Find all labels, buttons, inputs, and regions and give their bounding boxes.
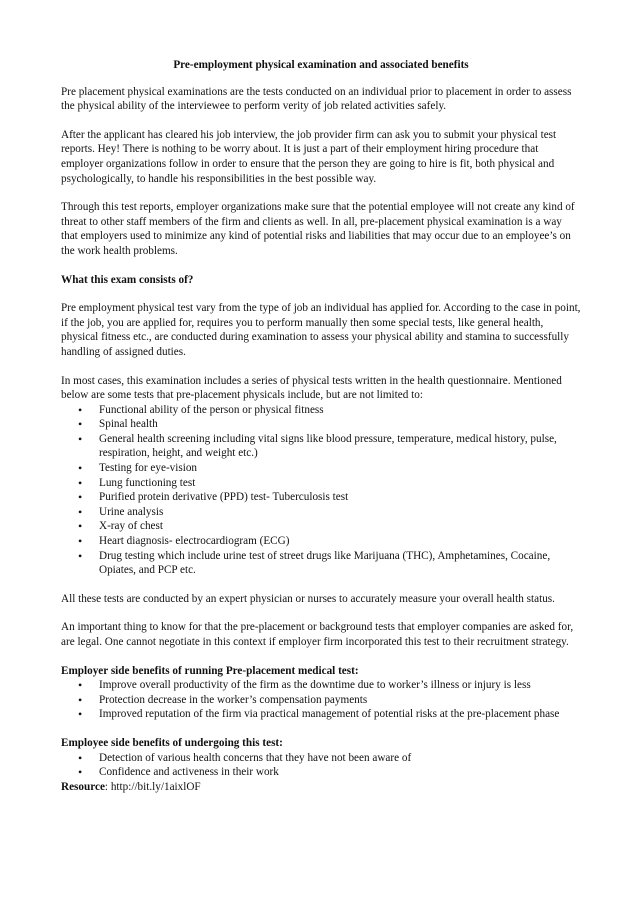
list-item: • Drug testing which include urine test of street drugs like Marijuana (THC), Amphetamines, Cocaine, Opiates, and PCP etc. [61,549,581,578]
list-item: • Purified protein derivative (PPD) test- Tuberculosis test [61,490,581,505]
exam-paragraph-3: All these tests are conducted by an expert physician or nurses to accurately measure your overall health status. [61,592,555,605]
resource-separator: : [104,780,111,793]
list-item: • Confidence and activeness in their work [61,765,581,780]
list-item: • Improved reputation of the firm via practical management of potential risks at the pre-placement phase [61,707,581,722]
employer-benefits-list [61,678,581,722]
list-item: • X-ray of chest [61,519,581,534]
list-item: • Lung functioning test [61,476,581,491]
intro-paragraph-3: Through this test reports, employer organizations make sure that the potential employee will not create any kind of threat to other staff members of the firm and clients as well. In all, pre-placement physical examination is a way that employers used to minimize any kind of potential risks and liabilities that may occur due to an employee’s on the work health problems. [61,201,575,257]
list-item: • Detection of various health concerns that they have not been aware of [61,751,581,766]
document-title: Pre-employment physical examination and associated benefits [173,59,469,71]
list-item: • Heart diagnosis- electrocardiogram (ECG) [61,534,581,549]
exam-paragraph-4: An important thing to know for that the pre-placement or background tests that employer companies are asked for, are legal. One cannot negotiate in this context if employer firm incorporated this test to their recruitment strategy. [61,621,574,648]
employee-benefits-heading: Employee side benefits of undergoing this test: [61,736,283,749]
list-item: • Improve overall productivity of the firm as the downtime due to worker’s illness or injury is less [61,678,581,693]
list-item: • Urine analysis [61,505,581,520]
intro-paragraph-1: Pre placement physical examinations are the tests conducted on an individual prior to placement in order to assess the physical ability of the interviewee to perform verity of job related activities safely. [61,85,572,113]
employee-benefits-list [61,751,581,780]
list-item: • Protection decrease in the worker’s compensation payments [61,693,581,708]
exam-paragraph-1: Pre employment physical test vary from the type of job an individual has applied for. According to the case in point, if the job, you are applied for, requires you to perform manually then some special tests, like general health, physical fitness etc., are conducted during examination to assess your physical ability and stamina to successfully handling of assigned duties. [61,302,581,358]
resource-link[interactable]: http://bit.ly/1aixlOF [110,780,201,793]
resource-label: Resource [61,780,105,793]
list-item: • Testing for eye-vision [61,461,581,476]
exam-section-heading: What this exam consists of? [61,273,194,286]
list-item: • Functional ability of the person or physical fitness [61,403,581,418]
resource-line [61,780,581,795]
document-page [61,58,581,794]
list-item: • General health screening including vital signs like blood pressure, temperature, medical history, pulse, respiration, height, and weight etc.) [61,432,581,461]
list-item: • Spinal health [61,417,581,432]
intro-paragraph-2: After the applicant has cleared his job interview, the job provider firm can ask you to submit your physical test reports. Hey! There is nothing to be worry about. It is just a part of their employment hiring procedure that employer organizations follow in order to ensure that the person they are going to hire is fit, both physical and psychologically, to handle his responsibilities in the best possible way. [61,128,557,185]
exam-paragraph-2: In most cases, this examination includes a series of physical tests written in the health questionnaire. Mentioned below are some tests that pre-placement physicals include, but are not limited to: [61,374,562,402]
tests-list [61,403,581,578]
employer-benefits-heading: Employer side benefits of running Pre-placement medical test: [61,664,359,677]
